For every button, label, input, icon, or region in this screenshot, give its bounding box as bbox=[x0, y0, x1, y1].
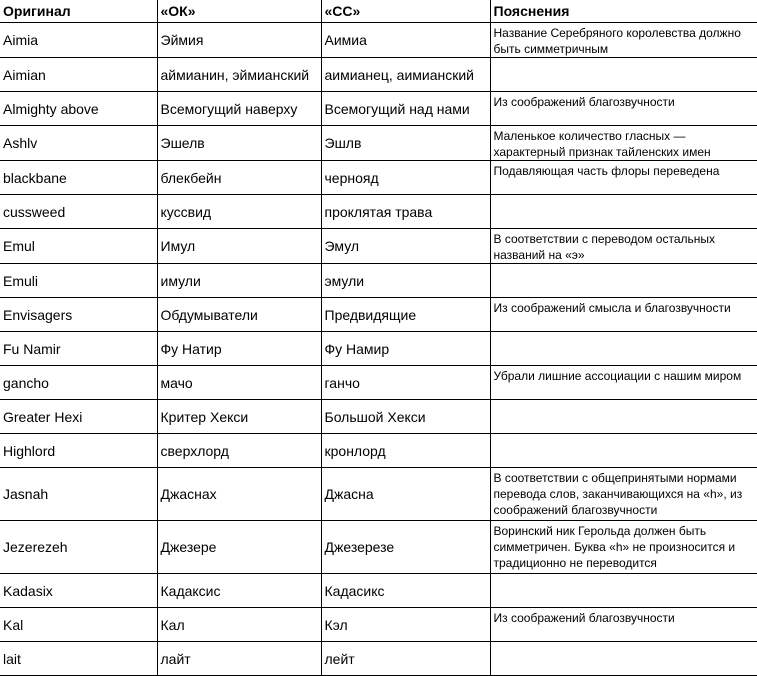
cell-original: Greater Hexi bbox=[0, 400, 157, 434]
cell-ss: Всемогущий над нами bbox=[321, 92, 490, 126]
cell-ok: Эймия bbox=[157, 23, 321, 58]
cell-original: lait bbox=[0, 642, 157, 676]
cell-ok: блекбейн bbox=[157, 161, 321, 195]
cell-original: Highlord bbox=[0, 434, 157, 468]
cell-ok: имули bbox=[157, 264, 321, 298]
cell-original: Almighty above bbox=[0, 92, 157, 126]
cell-note bbox=[490, 332, 757, 366]
cell-note: Из соображений благозвучности bbox=[490, 608, 757, 642]
cell-ok: мачо bbox=[157, 366, 321, 400]
cell-ok: куссвид bbox=[157, 195, 321, 229]
table-row bbox=[0, 400, 757, 434]
table-row bbox=[0, 574, 757, 608]
cell-original: Aimia bbox=[0, 23, 157, 58]
table-row bbox=[0, 23, 757, 58]
cell-note bbox=[490, 434, 757, 468]
cell-ss: Большой Хекси bbox=[321, 400, 490, 434]
cell-ok: Обдумыватели bbox=[157, 298, 321, 332]
cell-ok: сверхлорд bbox=[157, 434, 321, 468]
cell-original: Jasnah bbox=[0, 468, 157, 521]
cell-original: Envisagers bbox=[0, 298, 157, 332]
cell-note: Подавляющая часть флоры переведена bbox=[490, 161, 757, 195]
table-row bbox=[0, 92, 757, 126]
cell-original: Kadasix bbox=[0, 574, 157, 608]
cell-note bbox=[490, 264, 757, 298]
table-row bbox=[0, 229, 757, 264]
cell-original: Jezerezeh bbox=[0, 521, 157, 574]
table-row bbox=[0, 642, 757, 676]
cell-ss: чернояд bbox=[321, 161, 490, 195]
col-header-original: Оригинал bbox=[0, 0, 157, 23]
cell-ok: Эшелв bbox=[157, 126, 321, 161]
cell-note bbox=[490, 642, 757, 676]
cell-ss: Джасна bbox=[321, 468, 490, 521]
cell-ok: аймианин, эймианский bbox=[157, 58, 321, 92]
cell-original: Ashlv bbox=[0, 126, 157, 161]
cell-note: Убрали лишние ассоциации с нашим миром bbox=[490, 366, 757, 400]
table-row bbox=[0, 264, 757, 298]
cell-ss: аимианец, аимианский bbox=[321, 58, 490, 92]
cell-ss: ганчо bbox=[321, 366, 490, 400]
cell-original: Emuli bbox=[0, 264, 157, 298]
cell-original: Emul bbox=[0, 229, 157, 264]
table-row bbox=[0, 366, 757, 400]
col-header-ss: «СС» bbox=[321, 0, 490, 23]
cell-ok: Кадаксис bbox=[157, 574, 321, 608]
cell-original: cussweed bbox=[0, 195, 157, 229]
cell-ss: лейт bbox=[321, 642, 490, 676]
cell-note: В соответствии с переводом остальных названий на «э» bbox=[490, 229, 757, 264]
cell-ss: Предвидящие bbox=[321, 298, 490, 332]
cell-note bbox=[490, 574, 757, 608]
cell-note: В соответствии с общепринятыми нормами перевода слов, заканчивающихся на «h», из соображений благозвучности bbox=[490, 468, 757, 521]
cell-original: Aimian bbox=[0, 58, 157, 92]
cell-note: Воринский ник Герольда должен быть симметричен. Буква «h» не произносится и традиционно не переводится bbox=[490, 521, 757, 574]
cell-ok: Критер Хекси bbox=[157, 400, 321, 434]
cell-ss: Аимиа bbox=[321, 23, 490, 58]
cell-ss: эмули bbox=[321, 264, 490, 298]
cell-note bbox=[490, 58, 757, 92]
cell-ok: Всемогущий наверху bbox=[157, 92, 321, 126]
cell-original: Fu Namir bbox=[0, 332, 157, 366]
cell-ok: Джезере bbox=[157, 521, 321, 574]
table-row bbox=[0, 608, 757, 642]
table-row bbox=[0, 126, 757, 161]
table-row bbox=[0, 161, 757, 195]
cell-ss: Эмул bbox=[321, 229, 490, 264]
col-header-notes: Пояснения bbox=[490, 0, 757, 23]
table-row bbox=[0, 195, 757, 229]
cell-ok: Фу Натир bbox=[157, 332, 321, 366]
cell-ok: Кал bbox=[157, 608, 321, 642]
table-row bbox=[0, 468, 757, 521]
header-row bbox=[0, 0, 757, 23]
cell-ss: кронлорд bbox=[321, 434, 490, 468]
cell-ok: Джаснах bbox=[157, 468, 321, 521]
cell-note: Маленькое количество гласных — характерный признак тайленских имен bbox=[490, 126, 757, 161]
cell-note: Из соображений смысла и благозвучности bbox=[490, 298, 757, 332]
cell-original: blackbane bbox=[0, 161, 157, 195]
cell-ok: Имул bbox=[157, 229, 321, 264]
col-header-ok: «ОК» bbox=[157, 0, 321, 23]
cell-ss: Кадасикс bbox=[321, 574, 490, 608]
cell-original: Kal bbox=[0, 608, 157, 642]
table-row bbox=[0, 434, 757, 468]
cell-ss: проклятая трава bbox=[321, 195, 490, 229]
cell-ss: Кэл bbox=[321, 608, 490, 642]
cell-note: Название Серебряного королевства должно быть симметричным bbox=[490, 23, 757, 58]
table-row bbox=[0, 521, 757, 574]
table-row bbox=[0, 58, 757, 92]
cell-note bbox=[490, 400, 757, 434]
table-row bbox=[0, 332, 757, 366]
cell-ss: Джезерезе bbox=[321, 521, 490, 574]
table-body bbox=[0, 23, 757, 676]
cell-note: Из соображений благозвучности bbox=[490, 92, 757, 126]
table-row bbox=[0, 298, 757, 332]
cell-ss: Эшлв bbox=[321, 126, 490, 161]
cell-ss: Фу Намир bbox=[321, 332, 490, 366]
cell-original: gancho bbox=[0, 366, 157, 400]
cell-note bbox=[490, 195, 757, 229]
cell-ok: лайт bbox=[157, 642, 321, 676]
